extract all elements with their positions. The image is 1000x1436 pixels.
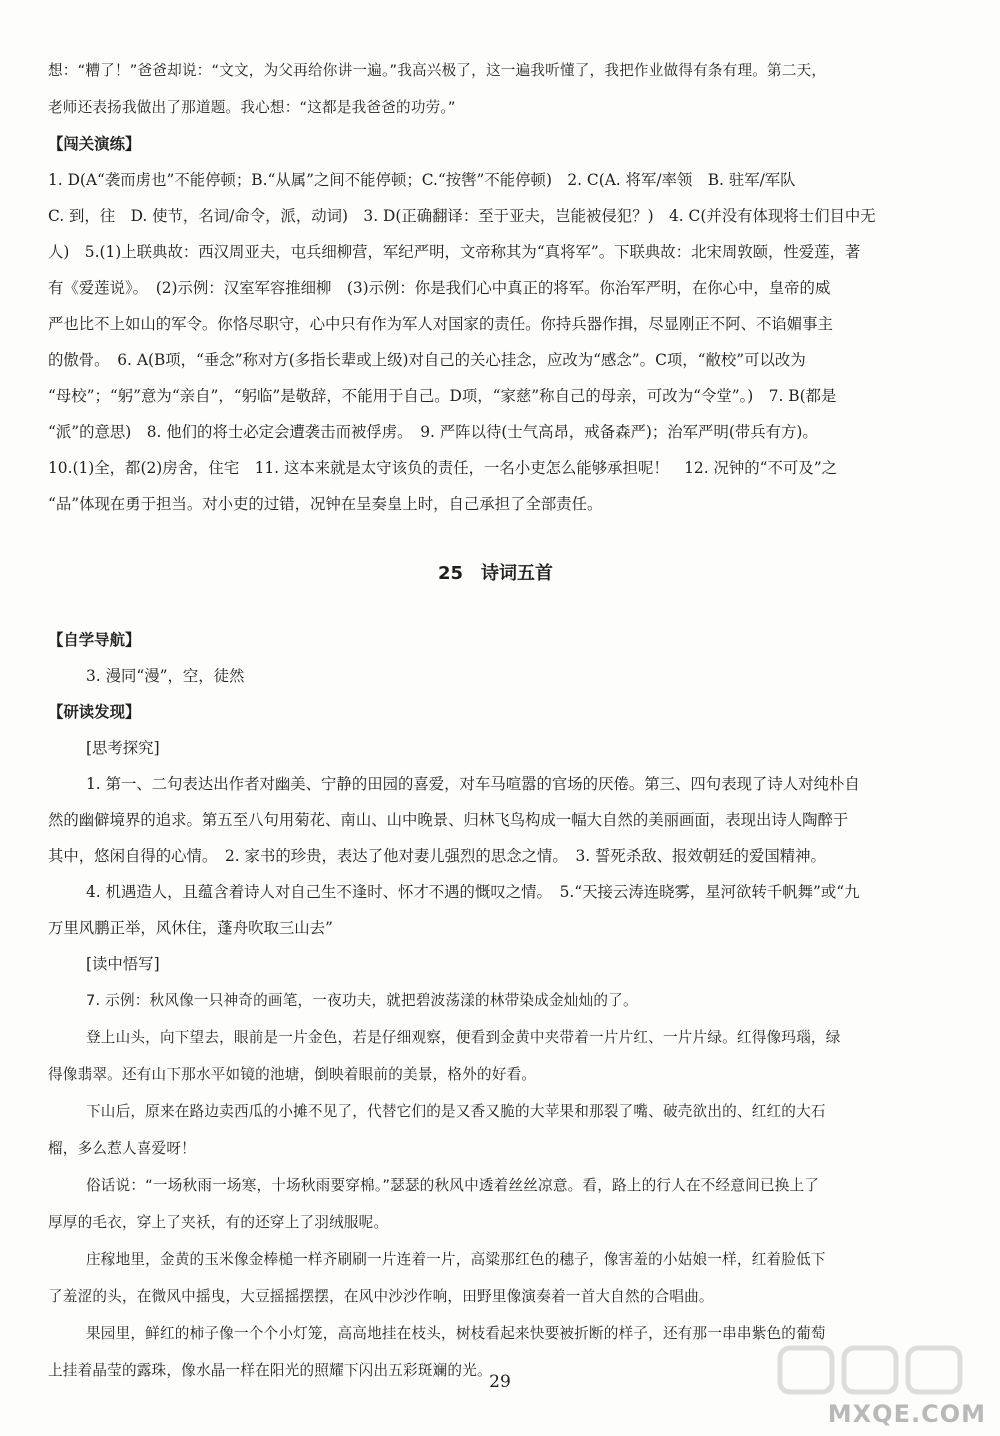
page-number: 29 [489,1372,511,1392]
answer-line: 10.(1)全，都(2)房舍，住宅 11. 这本来就是太守该负的责任，一名小吏怎么能够承担呢！ 12. 况钟的“不可及”之 [48,459,837,477]
essay-line: 得像翡翠。还有山下那水平如镜的池塘，倒映着眼前的美景，格外的好看。 [48,1066,537,1083]
essay-line: 庄稼地里，金黄的玉米像金棒槌一样齐刷刷一片连着一片，高粱那红色的穗子，像害羞的小姑娘一样，红着脸低下 [86,1251,826,1268]
text-line: 想：“糟了！”爸爸却说：“文文，为父再给你讲一遍。”我高兴极了，这一遍我听懂了，我把作业做得有条有理。第二天， [48,62,827,79]
answer-line: 人) 5.(1)上联典故：西汉周亚夫，屯兵细柳营，军纪严明，文帝称其为“真将军”。下联典故：北宋周敦颐，性爱莲，著 [48,243,861,261]
subsection-heading: [思考探究] [86,739,160,757]
text-line: 老师还表扬我做出了那道题。我心想：“这都是我爸爸的功劳。” [48,99,456,116]
answer-line: 1. 第一、二句表达出作者对幽美、宁静的田园的喜爱，对车马喧嚣的官场的厌倦。第三、四句表现了诗人对纯朴自 [86,775,860,793]
answer-line: “派”的意思) 8. 他们的将士必定会遭袭击而被俘虏。 9. 严阵以待(士气高昂，戒备森严)；治军严明(带兵有方)。 [48,423,818,441]
answer-line: C. 到，往 D. 使节，名词/命令，派，动词) 3. D(正确翻译：至于亚夫，岂能被侵犯？) 4. C(并没有体现将士们目中无 [48,207,876,225]
answer-line: 4. 机遇造人，且蕴含着诗人对自己生不逢时、怀才不遇的慨叹之情。 5.“天接云涛连晓雾，星河欲转千帆舞”或“九 [86,883,860,901]
answer-line: 其中，悠闲自得的心情。 2. 家书的珍贵，表达了他对妻儿强烈的思念之情。 3. 誓死杀敌、报效朝廷的爱国精神。 [48,847,826,865]
lesson-title: 25 诗词五首 [437,563,554,584]
essay-line: 果园里，鲜红的柿子像一个个小灯笼，高高地挂在枝头，树枝看起来快要被折断的样子，还有那一串串紫色的葡萄 [86,1325,826,1342]
answer-line: 万里风鹏正举，风休住，蓬舟吹取三山去” [48,919,333,937]
answer-line: “母校”；“躬”意为“亲自”，“躬临”是敬辞，不能用于自己。D项，“家慈”称自己的母亲，可改为“令堂”。) 7. B(都是 [48,387,837,405]
answer-block [48,162,943,522]
answer-line: “品”体现在勇于担当。对小吏的过错，况钟在呈奏皇上时，自己承担了全部责任。 [48,495,603,513]
answer-line: 3. 漫同“漫”，空，徒然 [86,667,245,685]
answer-line: 严也比不上如山的军令。你恪尽职守，心中只有作为军人对国家的责任。你持兵器作揖，尽显刚正不阿、不谄媚事主 [48,315,833,333]
subsection-heading: [读中悟写] [86,955,160,973]
essay-line: 了羞涩的头，在微风中摇曳，大豆摇摇摆摆，在风中沙沙作响，田野里像演奏着一首大自然的合唱曲。 [48,1288,714,1305]
essay-line: 上挂着晶莹的露珠，像水晶一样在阳光的照耀下闪出五彩斑斓的光。 [48,1362,492,1379]
essay-line: 俗话说：“一场秋雨一场寒，十场秋雨要穿棉。”瑟瑟的秋风中透着丝丝凉意。看，路上的行人在不经意间已换上了 [86,1177,820,1194]
essay-block [48,982,943,1389]
section-heading: 【自学导航】 [48,631,141,649]
answer-line: 有《爱莲说》。 (2)示例：汉室军容推细柳 (3)示例：你是我们心中真正的将军。你治军严明，在你心中，皇帝的威 [48,279,831,297]
essay-line: 榴，多么惹人喜爱呀！ [48,1140,196,1157]
essay-line: 下山后，原来在路边卖西瓜的小摊不见了，代替它们的是又香又脆的大苹果和那裂了嘴、破壳欲出的、红红的大石 [86,1103,826,1120]
watermark-text: MXQE.COM [827,1400,986,1428]
section-heading: 【闯关演练】 [48,135,141,153]
answer-line: 1. D(A“袭而虏也”不能停顿；B.“从属”之间不能停顿；C.“按辔”不能停顿) 2. C(A. 将军/率领 B. 驻军/军队 [48,171,796,189]
think-block [48,766,943,946]
section-heading: 【研读发现】 [48,703,141,721]
document-page [48,52,943,1389]
essay-line: 登上山头，向下望去，眼前是一片金色，若是仔细观察，便看到金黄中夹带着一片片红、一片片绿。红得像玛瑙，绿 [86,1029,841,1046]
essay-line: 7. 示例：秋风像一只神奇的画笔，一夜功夫，就把碧波荡漾的林带染成金灿灿的了。 [86,992,638,1009]
answer-line: 的傲骨。 6. A(B项，“垂念”称对方(多指长辈或上级)对自己的关心挂念，应改为“感念”。C项，“敝校”可以改为 [48,351,806,369]
answer-line: 然的幽僻境界的追求。第五至八句用菊花、南山、山中晚景、归林飞鸟构成一幅大自然的美丽画面，表现出诗人陶醉于 [48,811,849,829]
essay-line: 厚厚的毛衣，穿上了夹袄，有的还穿上了羽绒服呢。 [48,1214,389,1231]
